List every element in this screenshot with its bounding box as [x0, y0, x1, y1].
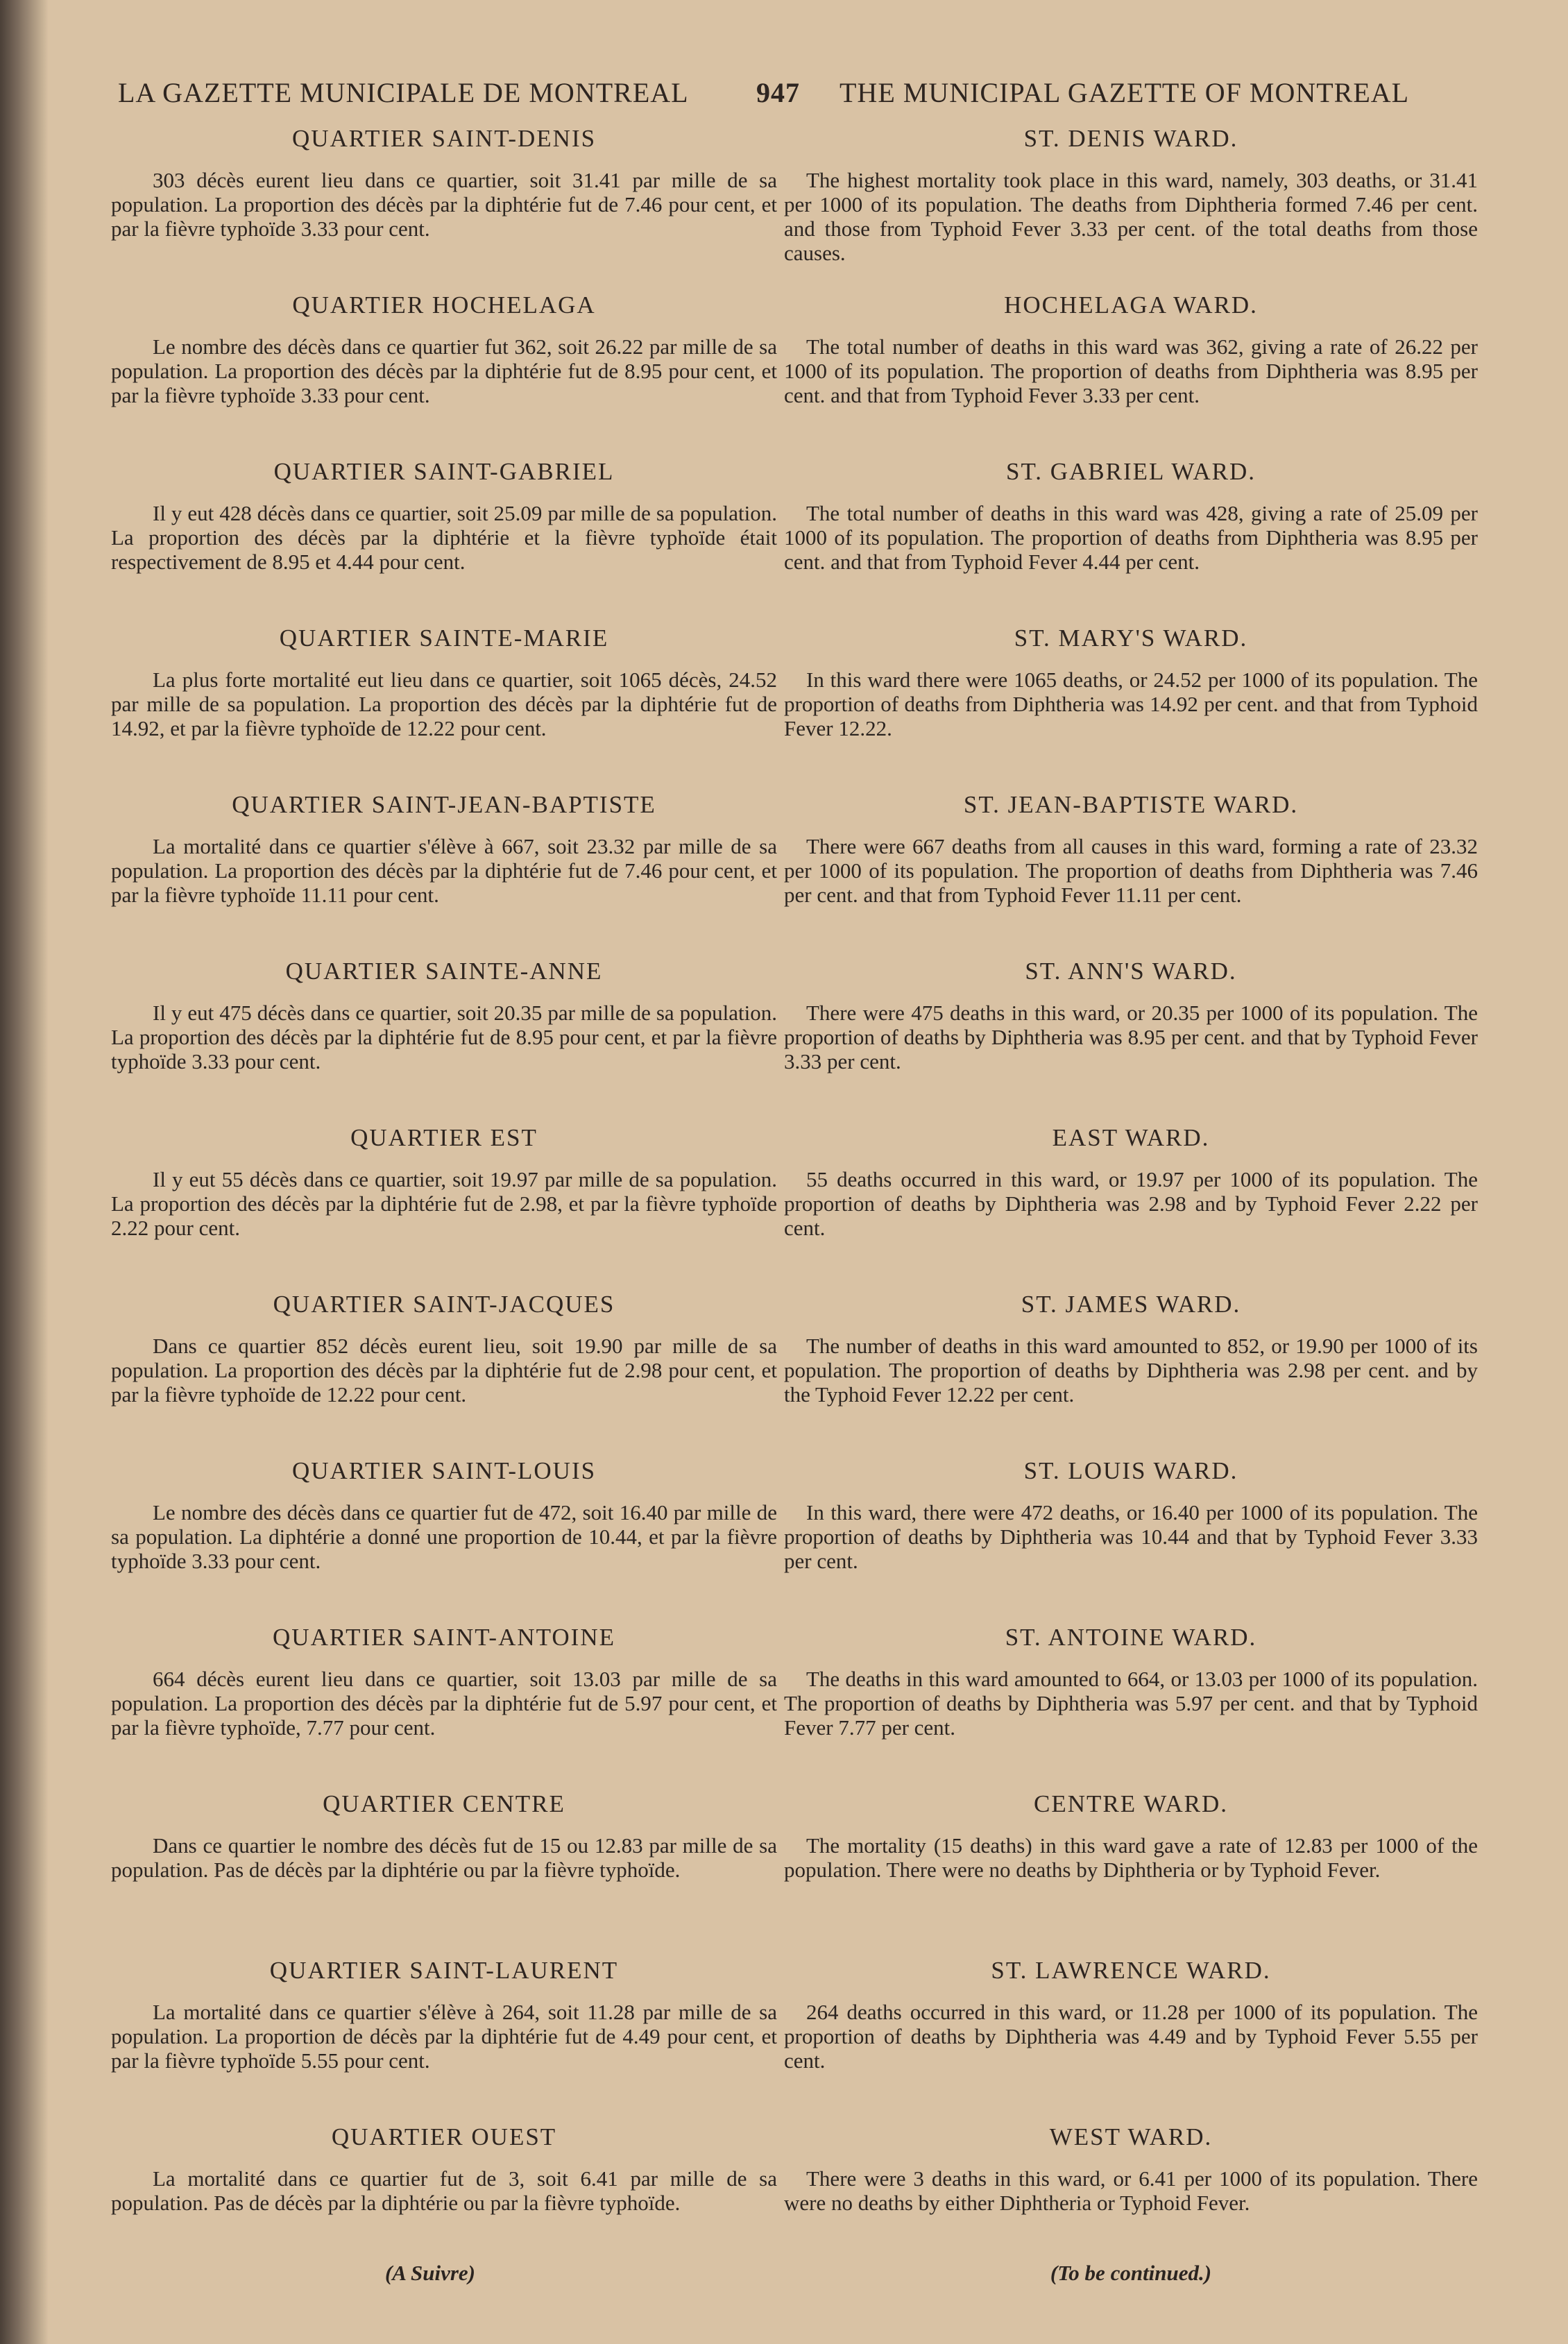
section-st-denis-en	[784, 125, 1478, 291]
english-column	[784, 125, 1478, 2286]
section-text: The total number of deaths in this ward was 362, giving a rate of 26.22 per 1000 of its population. The proportion of deaths from Diphtheria was 8.95 per cent. and that from Typhoid Fever 3.33 per cent.	[784, 334, 1478, 407]
section-hochelaga-fr	[111, 291, 777, 458]
section-text: Le nombre des décès dans ce quartier fut 362, soit 26.22 par mille de sa population. La proportion des décès par la diphtérie fut de 8.95 pour cent, et par la fièvre typhoïde 3.33 pour cent.	[111, 334, 777, 407]
section-title: QUARTIER SAINT-DENIS	[291, 125, 597, 152]
section-sainte-anne-fr	[111, 958, 777, 1124]
section-text: There were 475 deaths in this ward, or 20.35 per 1000 of its population. The proportion of deaths by Diphtheria was 8.95 per cent. and that by Typhoid Fever 3.33 per cent.	[784, 1001, 1478, 1073]
section-st-jean-baptiste-en	[784, 791, 1478, 958]
section-text: There were 3 deaths in this ward, or 6.41 per 1000 of its population. There were no deaths by either Diphtheria or Typhoid Fever.	[784, 2166, 1478, 2215]
section-title: ST. GABRIEL WARD.	[1005, 458, 1256, 485]
section-text: 55 deaths occurred in this ward, or 19.97 per 1000 of its population. The proportion of deaths by Diphtheria was 2.98 and by Typhoid Fever 2.22 per cent.	[784, 1167, 1478, 1240]
section-centre-fr	[111, 1790, 777, 1957]
section-saint-louis-fr	[111, 1457, 777, 1624]
header-english-title: THE MUNICIPAL GAZETTE OF MONTREAL	[840, 77, 1410, 108]
section-title: QUARTIER SAINT-LAURENT	[269, 1957, 619, 1984]
section-text: La plus forte mortalité eut lieu dans ce quartier, soit 1065 décès, 24.52 par mille de sa population. La proportion des décès par la diphtérie fut de 14.92, et par la fièvre typhoïde de 12.22 pour cent.	[111, 668, 777, 740]
footer-a-suivre: (A Suivre)	[384, 2261, 476, 2285]
section-text: The total number of deaths in this ward was 428, giving a rate of 25.09 per 1000 of its population. The proportion of deaths from Diphtheria was 8.95 per cent. and that from Typhoid Fever 4.44 per cent.	[784, 501, 1478, 574]
section-text: Il y eut 55 décès dans ce quartier, soit 19.97 par mille de sa population. La proportion des décès par la diphtérie fut de 2.98, et par la fièvre typhoïde 2.22 pour cent.	[111, 1167, 777, 1240]
section-title: CENTRE WARD.	[1033, 1790, 1229, 1817]
section-title: QUARTIER OUEST	[331, 2123, 557, 2150]
section-title: ST. ANTOINE WARD.	[1005, 1624, 1257, 1651]
section-text: Dans ce quartier le nombre des décès fut de 15 ou 12.83 par mille de sa population. Pas de décès par la diphtérie ou par la fièvre typhoïde.	[111, 1833, 777, 1882]
section-text: The highest mortality took place in this ward, namely, 303 deaths, or 31.41 per 1000 of its population. The deaths from Diphtheria formed 7.46 per cent. and those from Typhoid Fever 3.33 per cent. of the total deaths from those causes.	[784, 168, 1478, 265]
section-text: There were 667 deaths from all causes in this ward, forming a rate of 23.32 per 1000 of its population. The proportion of deaths from Diphtheria was 7.46 per cent. and that from Typhoid Fever 11.11 per cent.	[784, 834, 1478, 907]
french-column	[111, 125, 777, 2286]
section-est-fr	[111, 1124, 777, 1291]
section-text: 303 décès eurent lieu dans ce quartier, soit 31.41 par mille de sa population. La proportion des décès par la diphtérie fut de 7.46 pour cent, et par la fièvre typhoïde 3.33 pour cent.	[111, 168, 777, 241]
section-st-anns-en	[784, 958, 1478, 1124]
section-saint-antoine-fr	[111, 1624, 777, 1790]
section-saint-jean-baptiste-fr	[111, 791, 777, 958]
section-text: Il y eut 475 décès dans ce quartier, soit 20.35 par mille de sa population. La proportion des décès par la diphtérie fut de 8.95 pour cent, et par la fièvre typhoïde 3.33 pour cent.	[111, 1001, 777, 1073]
section-title: ST. LAWRENCE WARD.	[991, 1957, 1271, 1984]
section-text: The deaths in this ward amounted to 664, or 13.03 per 1000 of its population. The proportion of deaths by Diphtheria was 5.97 per cent. and that by Typhoid Fever 7.77 per cent.	[784, 1667, 1478, 1740]
section-centre-en	[784, 1790, 1478, 1957]
section-title: QUARTIER SAINTE-MARIE	[279, 625, 609, 652]
section-title: ST. ANN'S WARD.	[1025, 958, 1237, 985]
section-text: In this ward, there were 472 deaths, or 16.40 per 1000 of its population. The proportion of deaths by Diphtheria was 10.44 and that by Typhoid Fever 3.33 per cent.	[784, 1500, 1478, 1573]
section-west-en	[784, 2123, 1478, 2255]
section-title: QUARTIER SAINT-GABRIEL	[273, 458, 615, 485]
section-text: 264 deaths occurred in this ward, or 11.28 per 1000 of its population. The proportion of deaths by Diphtheria was 4.49 and by Typhoid Fever 5.55 per cent.	[784, 2000, 1478, 2073]
section-ouest-fr	[111, 2123, 777, 2255]
section-title: QUARTIER CENTRE	[323, 1790, 565, 1817]
section-hochelaga-en	[784, 291, 1478, 458]
section-st-marys-en	[784, 625, 1478, 791]
section-title: WEST WARD.	[1049, 2123, 1213, 2150]
section-text: Il y eut 428 décès dans ce quartier, soit 25.09 par mille de sa population. La proportion des décès par la diphtérie et la fièvre typhoïde était respectivement de 8.95 et 4.44 pour cent.	[111, 501, 777, 574]
section-text: La mortalité dans ce quartier s'élève à 667, soit 23.32 par mille de sa population. La proportion des décès par la diphtérie fut de 7.46 pour cent, et par la fièvre typhoïde 11.11 pour cent.	[111, 834, 777, 907]
section-title: QUARTIER SAINT-LOUIS	[291, 1457, 597, 1484]
section-title: ST. JEAN-BAPTISTE WARD.	[963, 791, 1299, 818]
section-title: HOCHELAGA WARD.	[1004, 291, 1258, 319]
page-header	[76, 69, 1506, 118]
section-title: QUARTIER SAINTE-ANNE	[285, 958, 603, 985]
section-st-antoine-en	[784, 1624, 1478, 1790]
section-title: ST. DENIS WARD.	[1023, 125, 1238, 152]
section-text: In this ward there were 1065 deaths, or 24.52 per 1000 of its population. The proportion of deaths from Diphtheria was 14.92 per cent. and that from Typhoid Fever 12.22.	[784, 668, 1478, 740]
section-saint-laurent-fr	[111, 1957, 777, 2123]
section-title: QUARTIER HOCHELAGA	[292, 291, 596, 319]
section-st-louis-en	[784, 1457, 1478, 1624]
section-title: ST. MARY'S WARD.	[1014, 625, 1248, 652]
section-sainte-marie-fr	[111, 625, 777, 791]
section-text: La mortalité dans ce quartier fut de 3, soit 6.41 par mille de sa population. Pas de décès par la diphtérie ou par la fièvre typhoïde.	[111, 2166, 777, 2215]
section-title: ST. JAMES WARD.	[1021, 1291, 1241, 1318]
section-text: Le nombre des décès dans ce quartier fut de 472, soit 16.40 par mille de sa population. La diphtérie a donné une proportion de 10.44, et par la fièvre typhoïde 3.33 pour cent.	[111, 1500, 777, 1573]
section-text: The number of deaths in this ward amounted to 852, or 19.90 per 1000 of its population. The proportion of deaths by Diphtheria was 2.98 per cent. and by the Typhoid Fever 12.22 per cent.	[784, 1334, 1478, 1407]
section-st-lawrence-en	[784, 1957, 1478, 2123]
section-st-james-en	[784, 1291, 1478, 1457]
section-title: QUARTIER SAINT-JEAN-BAPTISTE	[232, 791, 656, 818]
section-title: QUARTIER SAINT-JACQUES	[273, 1291, 615, 1318]
section-saint-gabriel-fr	[111, 458, 777, 625]
section-title: ST. LOUIS WARD.	[1023, 1457, 1238, 1484]
gazette-page	[76, 56, 1506, 2290]
section-title: EAST WARD.	[1052, 1124, 1210, 1151]
section-saint-jacques-fr	[111, 1291, 777, 1457]
section-text: The mortality (15 deaths) in this ward gave a rate of 12.83 per 1000 of the population. There were no deaths by Diphtheria or by Typhoid Fever.	[784, 1833, 1478, 1882]
section-saint-denis-fr	[111, 125, 777, 291]
footer-to-be-continued: (To be continued.)	[1050, 2261, 1212, 2285]
section-east-en	[784, 1124, 1478, 1291]
header-french-title: LA GAZETTE MUNICIPALE DE MONTREAL	[118, 77, 689, 108]
section-text: Dans ce quartier 852 décès eurent lieu, soit 19.90 par mille de sa population. La proportion des décès par la diphtérie fut de 2.98 pour cent, et par la fièvre typhoïde de 12.22 pour cent.	[111, 1334, 777, 1407]
section-text: 664 décès eurent lieu dans ce quartier, soit 13.03 par mille de sa population. La proportion des décès par la diphtérie fut de 5.97 pour cent, et par la fièvre typhoïde, 7.77 pour cent.	[111, 1667, 777, 1740]
section-st-gabriel-en	[784, 458, 1478, 625]
section-title: QUARTIER SAINT-ANTOINE	[273, 1624, 615, 1651]
page-number: 947	[756, 77, 800, 108]
page-binding-shadow	[0, 0, 49, 2344]
section-text: La mortalité dans ce quartier s'élève à 264, soit 11.28 par mille de sa population. La proportion de décès par la diphtérie fut de 4.49 pour cent, et par la fièvre typhoïde 5.55 pour cent.	[111, 2000, 777, 2073]
section-title: QUARTIER EST	[350, 1124, 538, 1151]
